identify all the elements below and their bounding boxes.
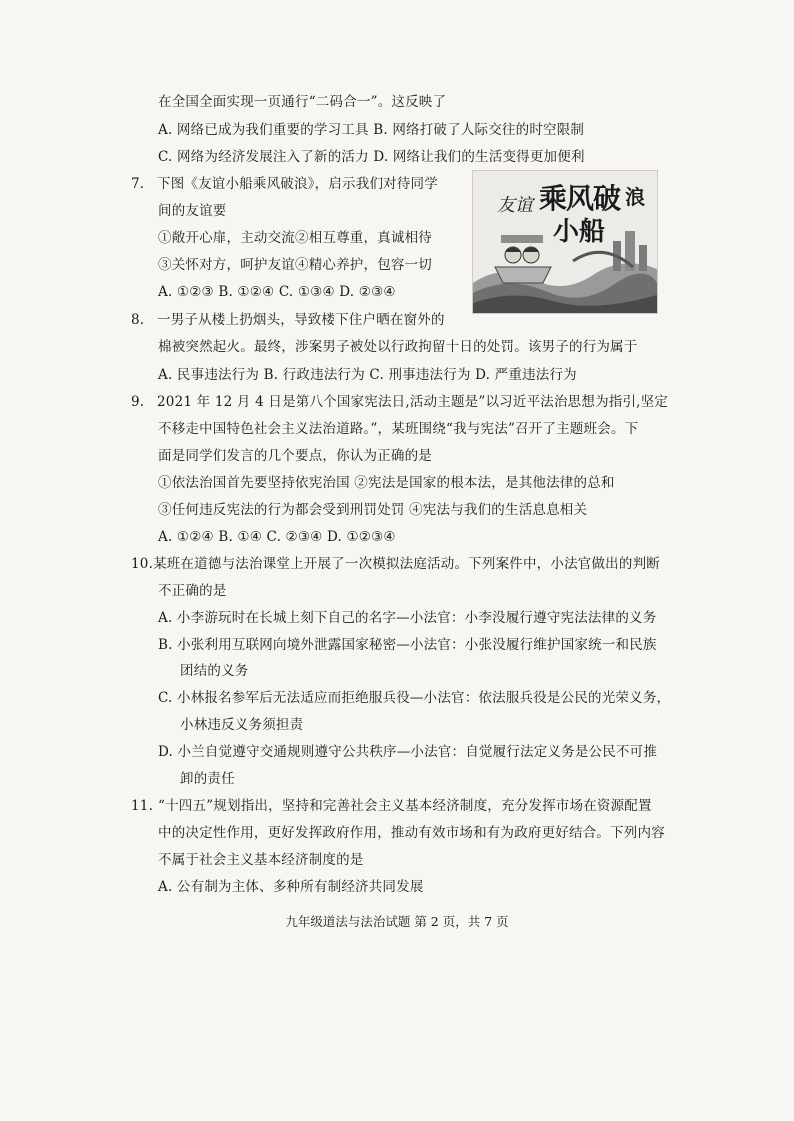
q6-stem-cont: 在全国全面实现一页通行“二码合一”。这反映了 (158, 94, 447, 110)
q10-option-d-line2: 卸的责任 (180, 771, 235, 787)
q10-option-c-line2: 小林违反义务须担责 (180, 717, 304, 733)
q6-options-ab: A. 网络已成为我们重要的学习工具 B. 网络打破了人际交往的时空限制 (158, 122, 585, 138)
q9-statements-12: ①依法治国首先要坚持依宪治国 ②宪法是国家的根本法，是其他法律的总和 (158, 475, 615, 491)
q11-number: 11. (131, 798, 154, 814)
q9-stem-line3: 面是同学们发言的几个要点，你认为正确的是 (158, 448, 432, 464)
q7-number: 7. (131, 176, 145, 192)
q7-options: A. ①②③ B. ①②④ C. ①③④ D. ②③④ (158, 284, 396, 300)
q10-stem-line1: 10.某班在道德与法治课堂上开展了一次模拟法庭活动。下列案件中，小法官做出的判断 (131, 556, 660, 572)
picture-title-lang: 浪 (625, 185, 645, 209)
q8-number: 8. (131, 312, 145, 328)
q7-statements-12: ①敞开心扉，主动交流②相互尊重，真诚相待 (158, 230, 432, 246)
q8-options: A. 民事违法行为 B. 行政违法行为 C. 刑事违法行为 D. 严重违法行为 (158, 367, 577, 383)
q10-option-a: A. 小李游玩时在长城上刻下自己的名字—小法官：小李没履行遵守宪法法律的义务 (158, 610, 657, 626)
q11-option-a: A. 公有制为主体、多种所有制经济共同发展 (158, 879, 424, 895)
q10-option-b-line2: 团结的义务 (180, 663, 249, 679)
picture-title-xiaochuan: 小船 (553, 217, 606, 247)
q6-options-cd: C. 网络为经济发展注入了新的活力 D. 网络让我们的生活变得更加便利 (158, 149, 585, 165)
page-footer: 九年级道法与法治试题 第 2 页，共 7 页 (285, 914, 509, 929)
picture-title-youyi: 友谊 (497, 195, 533, 216)
q7-stem-line2: 间的友谊要 (158, 203, 227, 219)
q10-option-b-line1: B. 小张利用互联网向境外泄露国家秘密—小法官：小张没履行维护国家统一和民族 (158, 637, 657, 653)
q11-stem-line1: 11. “十四五”规划指出，坚持和完善社会主义基本经济制度，充分发挥市场在资源配置 (131, 798, 652, 814)
q9-statements-34: ③任何违反宪法的行为都会受到刑罚处罚 ④宪法与我们的生活息息相关 (158, 502, 588, 518)
friendship-boat-picture (472, 170, 658, 314)
q7-stem-line1: 7. 下图《友谊小船乘风破浪》，启示我们对待同学 (131, 176, 438, 192)
q11-stem-line2: 中的决定性作用，更好发挥政府作用，推动有效市场和有为政府更好结合。下列内容 (158, 825, 665, 841)
picture-title-chengfeng: 乘风破 (539, 182, 621, 215)
q10-option-d-line1: D. 小兰自觉遵守交通规则遵守公共秩序—小法官：自觉履行法定义务是公民不可推 (158, 744, 658, 760)
q9-stem-line2: 不移走中国特色社会主义法治道路。”，某班围绕“我与宪法”召开了主题班会。下 (158, 421, 639, 437)
q11-stem-line3: 不属于社会主义基本经济制度的是 (158, 852, 364, 868)
q10-stem-line2: 不正确的是 (158, 583, 227, 599)
q10-number: 10. (131, 556, 154, 572)
q7-statements-34: ③关怀对方，呵护友谊④精心养护，包容一切 (158, 257, 432, 273)
q9-number: 9. (131, 394, 145, 410)
q9-options: A. ①②④ B. ①④ C. ②③④ D. ①②③④ (158, 529, 396, 545)
q9-stem-line1: 9. 2021 年 12 月 4 日是第八个国家宪法日,活动主题是”以习近平法治思想为指引,坚定 (131, 394, 669, 410)
q10-option-c-line1: C. 小林报名参军后无法适应而拒绝服兵役—小法官：依法服兵役是公民的光荣义务， (158, 690, 671, 706)
q8-stem-line1: 8. 一男子从楼上扔烟头，导致楼下住户晒在窗外的 (131, 312, 445, 328)
q8-stem-line2: 棉被突然起火。最终，涉案男子被处以行政拘留十日的处罚。该男子的行为属于 (158, 339, 638, 355)
